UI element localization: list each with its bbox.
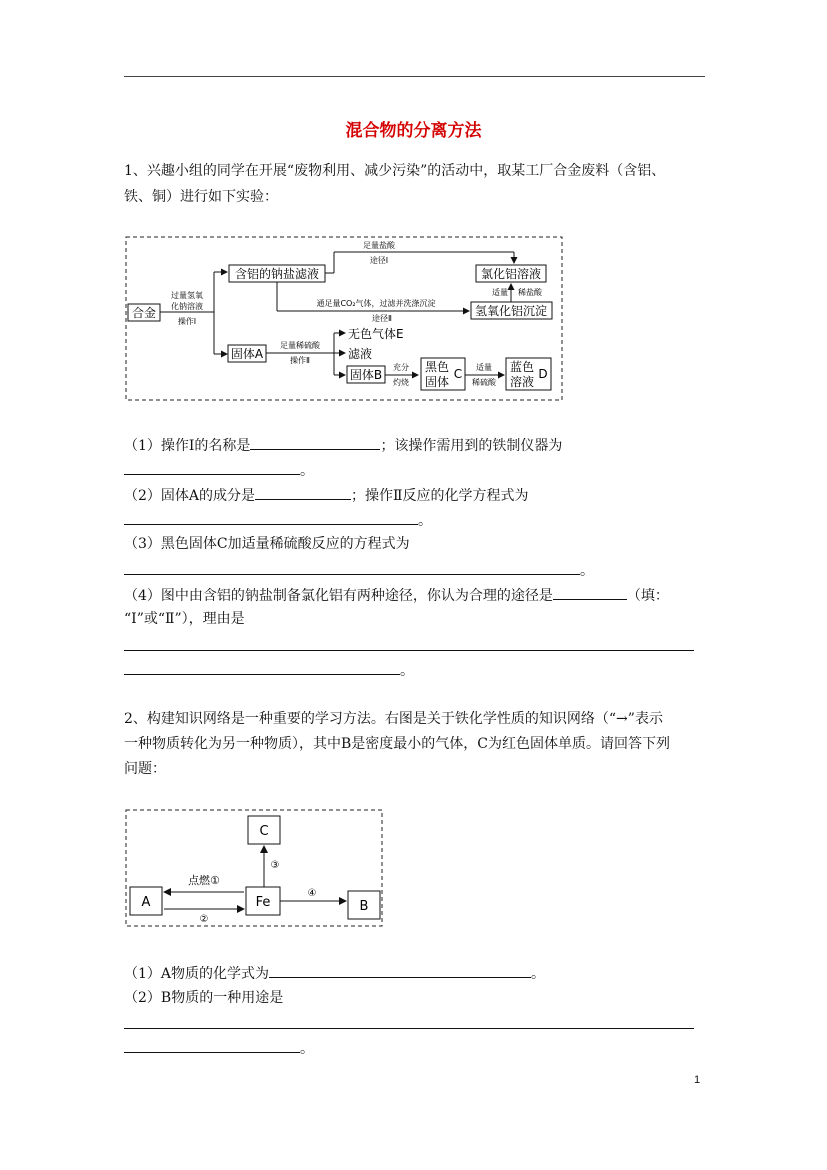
hcl2a-label: 适量 [492, 288, 508, 297]
q1-line1: 1、兴趣小组的同学在开展“废物利用、减少污染”的活动中，取某工厂合金废料（含铝、 [124, 163, 666, 179]
q1-line2: 铁、铜）进行如下实验： [124, 189, 278, 205]
q1-part2-text-b: ；操作Ⅱ反应的化学方程式为 [351, 488, 529, 504]
q2-part2-line3 [124, 1038, 314, 1058]
q1-part4-text: （4）图中由含铝的钠盐制备氯化铝有两种途径，你认为合理的途径是 [124, 588, 553, 604]
label-4: ④ [307, 888, 317, 899]
reagent1b-label: 化钠溶液 [171, 302, 203, 311]
q1-flow-diagram [124, 235, 566, 403]
op2-label: 操作Ⅱ [290, 356, 310, 365]
q1-part4-text-b: （填： [626, 588, 669, 604]
q2-part2-blank[interactable] [124, 1038, 300, 1053]
gasE-label: 无色气体E [348, 327, 404, 341]
sodium-salt-label: 含铝的钠盐滤液 [234, 267, 320, 281]
q2-part2-end: 。 [300, 1041, 314, 1057]
label-A: A [141, 895, 151, 910]
blueD-a: 蓝色 [509, 360, 535, 374]
route2-label: 途径Ⅱ [372, 314, 392, 323]
q2-iron-network-diagram [124, 808, 386, 930]
q1-part4-blank1[interactable] [553, 585, 627, 600]
q1-part2 [124, 485, 529, 505]
page-title: 混合物的分离方法 [345, 121, 482, 141]
q1-part2-end: 。 [418, 513, 432, 529]
blackC-b: 固体 [424, 375, 450, 389]
blackC-a: 黑色 [424, 360, 450, 374]
header-rule [124, 76, 705, 77]
label-3: ③ [270, 860, 280, 871]
page-number: 1 [694, 1074, 701, 1086]
q1-part2-text: （2）固体A的成分是 [124, 488, 256, 504]
q1-part4-line2: “Ⅰ”或“Ⅱ”），理由是 [124, 611, 245, 627]
q1-part3: （3）黑色固体C加适量稀硫酸反应的方程式为 [124, 536, 410, 552]
label-burn: 点燃① [188, 874, 220, 887]
hcl-label: 足量盐酸 [363, 241, 395, 250]
blackC-c: C [453, 367, 463, 381]
q1-part4-end: 。 [400, 663, 414, 679]
q2-part1-blank[interactable] [269, 963, 531, 978]
q1-part4-blank2[interactable] [124, 660, 400, 675]
q1-part3-end: 。 [580, 563, 594, 579]
q2-line3: 问题： [124, 761, 166, 777]
q1-part3-line2 [124, 560, 594, 580]
h2so4-2a: 适量 [476, 363, 492, 372]
q2-part2: （2）B物质的一种用途是 [124, 990, 284, 1006]
q1-part2-line2 [124, 510, 432, 530]
burn-a-label: 充分 [393, 363, 409, 372]
q2-part1-end: 。 [531, 966, 546, 982]
aloh3-label: 氢氧化铝沉淀 [474, 304, 548, 318]
q2-line2: 一种物质转化为另一种物质），其中B是密度最小的气体，C为红色固体单质。请回答下列 [124, 736, 670, 752]
hcl2b-label: 稀盐酸 [518, 288, 542, 297]
q1-part4 [124, 585, 669, 605]
q2-part1 [124, 963, 545, 983]
solidA-label: 固体A [230, 347, 264, 361]
q1-part2-blank1[interactable] [255, 485, 351, 500]
q1-part1-end: 。 [300, 463, 314, 479]
h2so4-label: 足量稀硫酸 [280, 341, 320, 350]
q1-part4-answer-line[interactable] [124, 650, 694, 651]
co2-label: 通足量CO₂气体，过滤并洗涤沉淀 [316, 299, 436, 308]
reagent1-label: 过量氢氧 [171, 291, 203, 300]
q2-part1-text: （1）A物质的化学式为 [124, 966, 270, 982]
op1-label: 操作Ⅰ [177, 317, 197, 326]
route1-label: 途径Ⅰ [369, 256, 389, 265]
filtrate-label: 滤液 [348, 347, 373, 361]
label-C: C [259, 824, 269, 839]
blueD-b: 溶液 [509, 375, 535, 389]
label-Fe: Fe [255, 895, 271, 910]
label-2: ② [199, 914, 209, 925]
q1-part1-text: （1）操作Ⅰ的名称是 [124, 438, 251, 454]
q1-part1 [124, 435, 562, 455]
q2-line1: 2、构建知识网络是一种重要的学习方法。右图是关于铁化学性质的知识网络（“→”表示 [124, 711, 663, 727]
label-B: B [359, 899, 369, 914]
q1-part2-blank2[interactable] [124, 510, 418, 525]
q1-part1-blank1[interactable] [250, 435, 380, 450]
q1-part1-line2 [124, 460, 314, 480]
alloy-label: 合金 [131, 306, 157, 320]
q1-part1-text-b: ；该操作需用到的铁制仪器为 [380, 438, 563, 454]
alcl3-label: 氯化铝溶液 [480, 267, 542, 281]
q1-part4-line4 [124, 660, 414, 680]
burn-b-label: 灼烧 [393, 378, 409, 387]
h2so4-2b: 稀硫酸 [472, 378, 496, 387]
q1-part1-blank2[interactable] [124, 460, 300, 475]
q1-part3-blank[interactable] [124, 560, 580, 575]
solidB-label: 固体B [349, 368, 383, 382]
blueD-c: D [538, 367, 548, 381]
q2-part2-answer-line[interactable] [124, 1028, 694, 1029]
